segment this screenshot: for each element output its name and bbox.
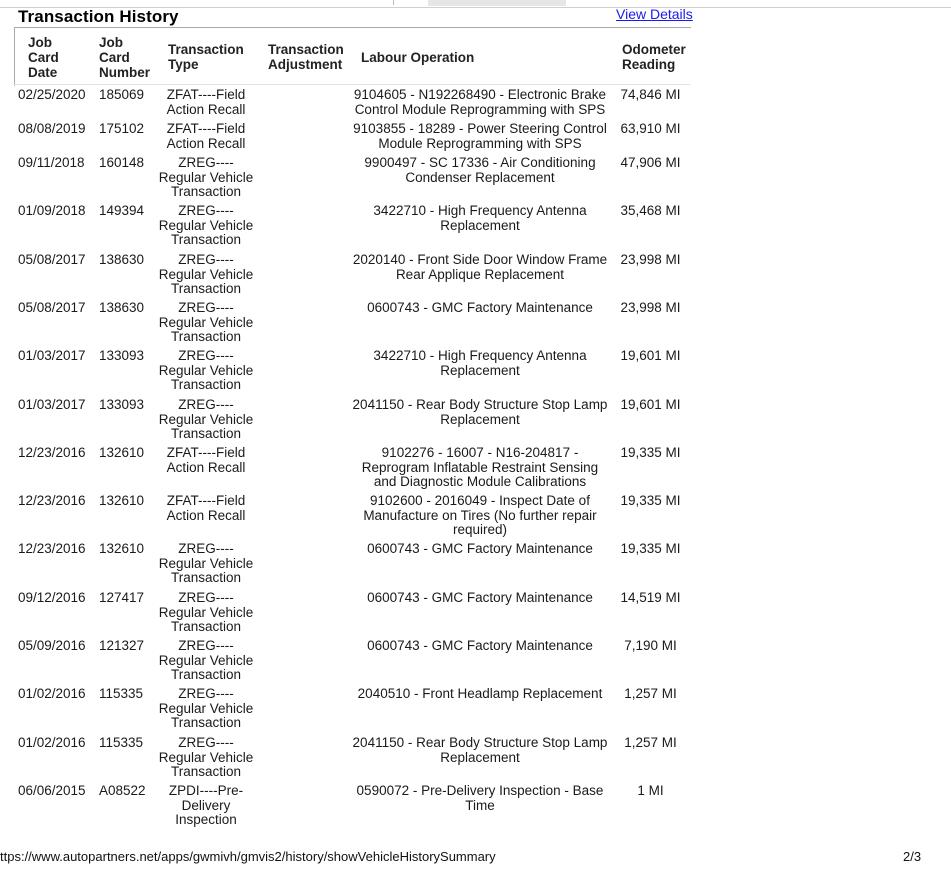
footer-url: ttps://www.autopartners.net/apps/gwmivh/gmvis2/history/showVehicleHistorySummary: [0, 849, 496, 864]
cell-job-card-number: 132610: [99, 445, 145, 460]
cell-job-card-date: 06/06/2015: [18, 783, 86, 798]
cell-odometer-reading: 35,468 MI: [620, 203, 681, 218]
table-row: [0, 542, 700, 590]
cell-labour-operation: 0600743 - GMC Factory Maintenance: [367, 541, 593, 556]
table-row: [0, 784, 700, 832]
cell-job-card-date: 09/11/2018: [18, 155, 85, 170]
cell-odometer-reading: 7,190 MI: [624, 638, 677, 653]
cell-job-card-date: 09/12/2016: [18, 590, 86, 605]
cell-odometer-reading: 23,998 MI: [620, 300, 681, 315]
cell-transaction-type: ZREG---- Regular Vehicle Transaction: [158, 397, 254, 442]
cell-transaction-type: ZFAT----Field Action Recall: [166, 445, 246, 475]
cell-odometer-reading: 19,335 MI: [620, 493, 681, 508]
cell-job-card-number: 149394: [99, 203, 145, 218]
cell-labour-operation: 3422710 - High Frequency Antenna Replacement: [373, 203, 587, 233]
cell-labour-operation: 9900497 - SC 17336 - Air Conditioning Condenser Replacement: [364, 155, 596, 185]
cell-job-card-number: 185069: [99, 87, 145, 102]
cell-transaction-type: ZREG---- Regular Vehicle Transaction: [158, 252, 254, 297]
cell-transaction-type: ZFAT----Field Action Recall: [166, 87, 246, 117]
cell-job-card-date: 08/08/2019: [18, 121, 86, 136]
cell-job-card-date: 12/23/2016: [18, 493, 86, 508]
view-details-link[interactable]: View Details: [616, 6, 693, 22]
table-row: [0, 398, 700, 446]
cell-job-card-number: 138630: [99, 252, 145, 267]
cell-job-card-number: 127417: [99, 590, 145, 605]
cell-transaction-type: ZFAT----Field Action Recall: [166, 121, 246, 151]
cell-job-card-number: 115335: [99, 686, 144, 701]
cell-job-card-number: 175102: [99, 121, 145, 136]
cell-odometer-reading: 74,846 MI: [620, 87, 681, 102]
cell-labour-operation: 0600743 - GMC Factory Maintenance: [367, 638, 593, 653]
cell-job-card-date: 01/03/2017: [18, 348, 86, 363]
cell-transaction-type: ZREG---- Regular Vehicle Transaction: [158, 300, 254, 345]
cell-job-card-number: 133093: [99, 348, 145, 363]
cell-job-card-date: 01/02/2016: [18, 735, 86, 750]
footer-page-number: 2/3: [903, 849, 922, 864]
cell-labour-operation: 9103855 - 18289 - Power Steering Control Module Reprogramming with SPS: [353, 121, 607, 151]
cell-job-card-date: 12/23/2016: [18, 445, 86, 460]
cell-transaction-type: ZREG---- Regular Vehicle Transaction: [158, 638, 254, 683]
table-row: [0, 639, 700, 687]
cell-job-card-date: 12/23/2016: [18, 541, 86, 556]
table-row: [0, 156, 700, 204]
table-row: [0, 349, 700, 397]
cell-transaction-type: ZREG---- Regular Vehicle Transaction: [158, 203, 254, 248]
cell-job-card-date: 05/09/2016: [18, 638, 86, 653]
cell-labour-operation: 2020140 - Front Side Door Window Frame Rear Applique Replacement: [352, 252, 608, 282]
col-header-job-card-date: Job Card Date: [28, 35, 59, 80]
cell-odometer-reading: 1 MI: [637, 783, 664, 798]
cell-labour-operation: 9102276 - 16007 - N16-204817 - Reprogram Inflatable Restraint Sensing and Diagnostic Module Calibrations: [361, 445, 599, 490]
cell-labour-operation: 2040510 - Front Headlamp Replacement: [357, 686, 603, 701]
cell-job-card-number: 115335: [99, 735, 144, 750]
cell-labour-operation: 9104605 - N192268490 - Electronic Brake Control Module Reprogramming with SPS: [353, 87, 607, 117]
cell-job-card-number: 121327: [99, 638, 145, 653]
cell-odometer-reading: 1,257 MI: [624, 686, 677, 701]
table-row: [0, 687, 700, 735]
cell-job-card-number: 138630: [99, 300, 145, 315]
cell-odometer-reading: 19,601 MI: [620, 397, 681, 412]
cell-odometer-reading: 19,601 MI: [620, 348, 681, 363]
cell-job-card-number: 160148: [99, 155, 145, 170]
table-row: [0, 591, 700, 639]
top-tab-strip: [428, 0, 566, 6]
cell-labour-operation: 2041150 - Rear Body Structure Stop Lamp Replacement: [352, 397, 608, 427]
cell-odometer-reading: 23,998 MI: [620, 252, 681, 267]
cell-labour-operation: 9102600 - 2016049 - Inspect Date of Manufacture on Tires (No further repair required): [363, 493, 597, 538]
table-row: [0, 446, 700, 494]
cell-job-card-date: 05/08/2017: [18, 300, 86, 315]
cell-job-card-number: 133093: [99, 397, 145, 412]
cell-job-card-number: 132610: [99, 493, 145, 508]
cell-transaction-type: ZREG---- Regular Vehicle Transaction: [158, 590, 254, 635]
table-row: [0, 253, 700, 301]
cell-odometer-reading: 19,335 MI: [620, 445, 681, 460]
cell-transaction-type: ZFAT----Field Action Recall: [166, 493, 246, 523]
cell-transaction-type: ZREG---- Regular Vehicle Transaction: [158, 541, 254, 586]
col-header-transaction-adjustment: Transaction Adjustment: [268, 42, 344, 72]
cell-job-card-date: 01/09/2018: [18, 203, 86, 218]
cell-transaction-type: ZPDI----Pre- Delivery Inspection: [168, 783, 244, 828]
table-row: [0, 736, 700, 784]
cell-job-card-date: 01/03/2017: [18, 397, 86, 412]
cell-labour-operation: 0600743 - GMC Factory Maintenance: [367, 590, 593, 605]
table-header-divider: [14, 84, 690, 85]
cell-transaction-type: ZREG---- Regular Vehicle Transaction: [158, 155, 254, 200]
cell-job-card-number: 132610: [99, 541, 145, 556]
cell-job-card-date: 01/02/2016: [18, 686, 86, 701]
cell-odometer-reading: 1,257 MI: [624, 735, 677, 750]
table-row: [0, 494, 700, 542]
cell-odometer-reading: 63,910 MI: [620, 121, 681, 136]
cell-labour-operation: 0590072 - Pre-Delivery Inspection - Base Time: [356, 783, 604, 813]
col-header-job-card-number: Job Card Number: [99, 35, 151, 80]
page-title: Transaction History: [18, 7, 179, 26]
cell-job-card-date: 02/25/2020: [18, 87, 86, 102]
cell-labour-operation: 2041150 - Rear Body Structure Stop Lamp Replacement: [352, 735, 608, 765]
table-row: [0, 204, 700, 252]
cell-labour-operation: 0600743 - GMC Factory Maintenance: [367, 300, 593, 315]
cell-transaction-type: ZREG---- Regular Vehicle Transaction: [158, 686, 254, 731]
top-divider-tick: [393, 0, 394, 5]
cell-odometer-reading: 19,335 MI: [620, 541, 681, 556]
table-row: [0, 301, 700, 349]
cell-labour-operation: 3422710 - High Frequency Antenna Replacement: [373, 348, 587, 378]
cell-transaction-type: ZREG---- Regular Vehicle Transaction: [158, 735, 254, 780]
cell-job-card-date: 05/08/2017: [18, 252, 86, 267]
cell-job-card-number: A08522: [99, 783, 146, 798]
col-header-labour-operation: Labour Operation: [361, 50, 475, 65]
col-header-transaction-type: Transaction Type: [168, 42, 244, 72]
col-header-odometer-reading: Odometer Reading: [622, 42, 686, 72]
cell-odometer-reading: 14,519 MI: [620, 590, 681, 605]
cell-transaction-type: ZREG---- Regular Vehicle Transaction: [158, 348, 254, 393]
cell-odometer-reading: 47,906 MI: [620, 155, 681, 170]
